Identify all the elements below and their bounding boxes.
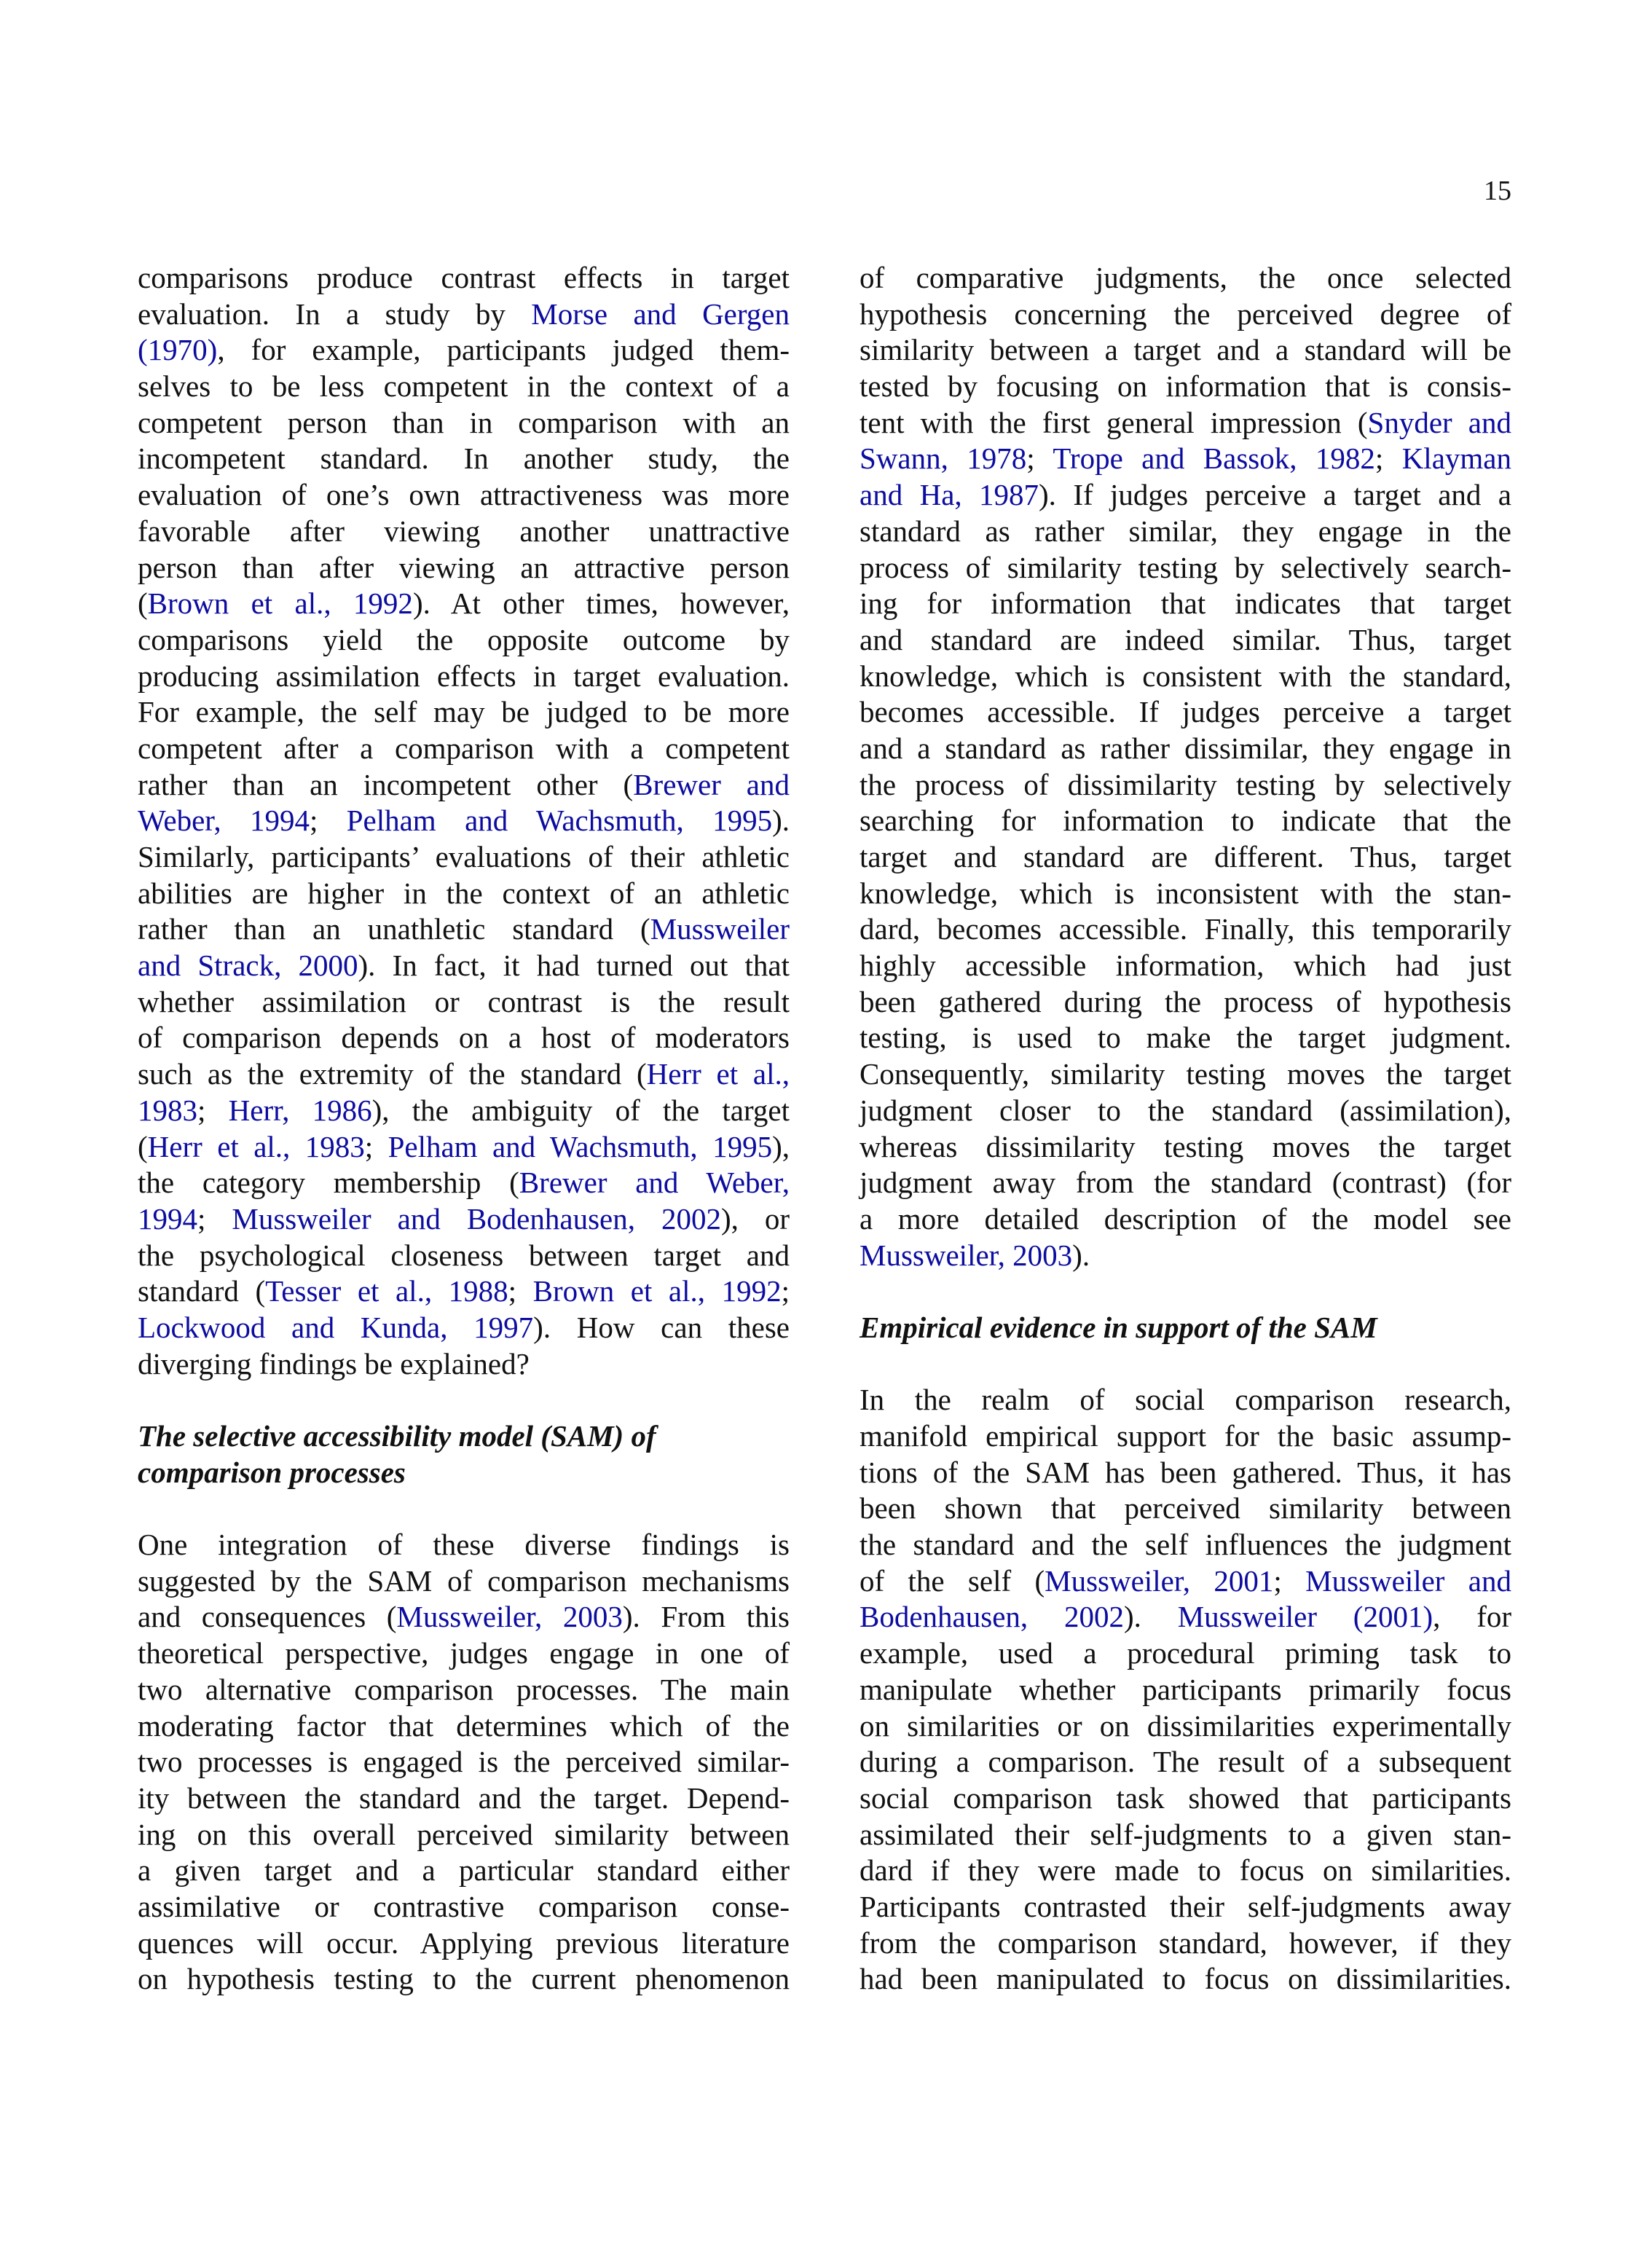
text-span: ; xyxy=(1374,441,1402,476)
text-span: comparisons produce contrast effects in target xyxy=(138,261,790,294)
text-span: ; xyxy=(197,1201,232,1236)
text-span: ( xyxy=(138,586,148,621)
citation-link[interactable]: Bodenhausen, 2002 xyxy=(860,1600,1124,1634)
text-span: and a standard as rather dissimilar, they engage in xyxy=(860,731,1511,765)
text-span: selves to be less competent in the context of a xyxy=(138,369,790,404)
text-span: comparison processes xyxy=(138,1455,406,1489)
text-span: tent with the first general impression ( xyxy=(860,405,1368,439)
text-span: , for xyxy=(1433,1600,1511,1634)
text-line xyxy=(138,514,790,550)
text-line xyxy=(860,550,1511,586)
text-span: standard as rather similar, they engage in the xyxy=(860,514,1511,548)
blank-line xyxy=(138,1491,790,1527)
citation-link[interactable]: 1994 xyxy=(138,1201,197,1236)
text-line xyxy=(860,876,1511,912)
citation-link[interactable]: Herr et al., 1983 xyxy=(147,1129,365,1163)
text-line xyxy=(138,1817,790,1853)
citation-link[interactable]: Brown et al., 1992 xyxy=(532,1274,782,1308)
text-span: ing for information that indicates that target xyxy=(860,586,1511,621)
citation-link[interactable]: Mussweiler, 2003 xyxy=(860,1238,1073,1272)
text-span: similarity between a target and a standard will be xyxy=(860,333,1511,367)
text-span: quences will occur. Applying previous literature xyxy=(138,1925,790,1960)
text-span: a more detailed description of the model see xyxy=(860,1201,1511,1236)
text-span: competent person than in comparison with an xyxy=(138,405,790,439)
right-column xyxy=(860,260,1511,1998)
blank-line xyxy=(138,1382,790,1418)
text-span: ). From this xyxy=(622,1600,790,1634)
text-line xyxy=(860,1635,1511,1672)
text-line xyxy=(860,839,1511,876)
citation-link[interactable]: Klayman xyxy=(1401,441,1511,476)
text-line xyxy=(860,694,1511,731)
text-span: hypothesis concerning the perceived degree of xyxy=(860,297,1511,331)
text-span: person than after viewing an attractive person xyxy=(138,550,790,584)
text-line xyxy=(860,1455,1511,1491)
text-line xyxy=(860,1491,1511,1527)
text-span: ). At other times, however, xyxy=(412,586,790,621)
text-line xyxy=(860,911,1511,948)
citation-link[interactable]: Snyder and xyxy=(1367,405,1511,439)
text-span: searching for information to indicate that the xyxy=(860,804,1511,838)
text-line xyxy=(138,1346,790,1383)
text-span: on hypothesis testing to the current phenomenon xyxy=(138,1962,790,1996)
text-line xyxy=(138,1563,790,1600)
text-span: on similarities or on dissimilarities experimentally xyxy=(860,1708,1511,1743)
text-line xyxy=(138,332,790,369)
text-line xyxy=(860,369,1511,405)
text-line xyxy=(138,1635,790,1672)
text-span: ing on this overall perceived similarity between xyxy=(138,1817,790,1851)
citation-link[interactable]: Mussweiler, 2003 xyxy=(396,1600,623,1634)
citation-link[interactable]: Herr, 1986 xyxy=(228,1093,372,1127)
text-span: of the self ( xyxy=(860,1563,1045,1598)
text-line xyxy=(138,1889,790,1925)
text-line xyxy=(138,731,790,767)
text-span: ; xyxy=(1273,1563,1306,1598)
text-line xyxy=(138,260,790,297)
text-line xyxy=(138,1310,790,1346)
text-span: ). xyxy=(1072,1238,1090,1272)
text-span: whether assimilation or contrast is the result xyxy=(138,984,790,1018)
text-span: theoretical perspective, judges engage in one of xyxy=(138,1636,790,1670)
text-line xyxy=(138,1093,790,1129)
text-span: the psychological closeness between target and xyxy=(138,1238,790,1272)
text-line xyxy=(860,441,1511,477)
citation-link[interactable]: Pelham and Wachsmuth, 1995 xyxy=(346,804,773,838)
text-line xyxy=(860,1853,1511,1889)
text-line xyxy=(138,1672,790,1708)
text-line xyxy=(860,1129,1511,1166)
text-span: favorable after viewing another unattractive xyxy=(138,514,790,548)
text-line xyxy=(138,1853,790,1889)
text-line xyxy=(138,1527,790,1563)
text-span: knowledge, which is consistent with the standard, xyxy=(860,659,1511,693)
text-line xyxy=(860,622,1511,659)
text-span: competent after a comparison with a competent xyxy=(138,731,790,765)
text-span: a given target and a particular standard either xyxy=(138,1853,790,1888)
text-line xyxy=(860,1238,1511,1274)
text-span: of comparison depends on a host of moderators xyxy=(138,1021,790,1055)
text-line xyxy=(138,803,790,839)
text-span: ; xyxy=(508,1274,533,1308)
text-line xyxy=(860,1093,1511,1129)
text-line xyxy=(138,1925,790,1962)
text-span: dard, becomes accessible. Finally, this temporarily xyxy=(860,912,1511,946)
citation-link[interactable]: Mussweiler (2001) xyxy=(1177,1600,1433,1634)
text-span: whereas dissimilarity testing moves the target xyxy=(860,1129,1511,1163)
text-span: Empirical evidence in support of the SAM xyxy=(860,1310,1377,1344)
text-span: judgment closer to the standard (assimilation), xyxy=(860,1093,1511,1127)
text-span: highly accessible information, which had just xyxy=(860,949,1511,983)
text-line xyxy=(138,1129,790,1166)
text-span: the standard and the self influences the judgment xyxy=(860,1528,1511,1562)
text-span: standard ( xyxy=(138,1274,266,1308)
text-span: assimilated their self-judgments to a given stan- xyxy=(860,1817,1511,1851)
blank-line xyxy=(860,1346,1511,1383)
text-line xyxy=(138,369,790,405)
text-span: process of similarity testing by selectively search- xyxy=(860,550,1511,584)
text-span: ; xyxy=(364,1129,388,1163)
citation-link[interactable]: Brewer and Weber, xyxy=(519,1166,790,1200)
citation-link[interactable]: Mussweiler and Bodenhausen, 2002 xyxy=(232,1201,721,1236)
text-span: moderating factor that determines which of the xyxy=(138,1708,790,1743)
paragraph xyxy=(860,260,1511,1273)
citation-link[interactable]: Morse and Gergen xyxy=(531,297,790,331)
text-line xyxy=(138,767,790,804)
text-line xyxy=(860,1708,1511,1745)
text-span: testing, is used to make the target judgment. xyxy=(860,1021,1511,1055)
text-span: ; xyxy=(781,1274,790,1308)
citation-link[interactable]: Mussweiler, 2001 xyxy=(1045,1563,1274,1598)
text-line xyxy=(860,405,1511,441)
text-span: ). In fact, it had turned out that xyxy=(358,949,790,983)
citation-link[interactable]: Pelham and Wachsmuth, 1995 xyxy=(388,1129,773,1163)
text-span: the process of dissimilarity testing by selectively xyxy=(860,767,1511,801)
text-line xyxy=(138,1165,790,1201)
text-span: been shown that perceived similarity between xyxy=(860,1491,1511,1525)
text-line xyxy=(860,1599,1511,1635)
text-line xyxy=(860,1382,1511,1418)
text-span: two alternative comparison processes. The main xyxy=(138,1672,790,1706)
text-span: and consequences ( xyxy=(138,1600,397,1634)
text-line xyxy=(860,1817,1511,1853)
text-span: tions of the SAM has been gathered. Thus, it has xyxy=(860,1455,1511,1489)
text-line xyxy=(860,731,1511,767)
text-line xyxy=(138,1780,790,1817)
page-number: 15 xyxy=(1484,176,1511,206)
text-line xyxy=(860,332,1511,369)
text-line xyxy=(860,1310,1511,1346)
text-line xyxy=(860,1020,1511,1056)
text-span: ; xyxy=(197,1093,229,1127)
text-line xyxy=(860,767,1511,804)
text-span: from the comparison standard, however, if they xyxy=(860,1925,1511,1960)
text-span: of comparative judgments, the once selected xyxy=(860,261,1511,294)
text-span: ; xyxy=(309,804,347,838)
text-span: social comparison task showed that participants xyxy=(860,1780,1511,1815)
text-span: rather than an incompetent other ( xyxy=(138,767,634,801)
text-line xyxy=(138,1273,790,1310)
text-line xyxy=(138,550,790,586)
text-line xyxy=(860,1889,1511,1925)
text-span: ). xyxy=(772,804,790,838)
text-span: tested by focusing on information that is consis- xyxy=(860,369,1511,404)
citation-link[interactable]: Brewer and xyxy=(633,767,790,801)
citation-link[interactable]: Mussweiler xyxy=(650,912,790,946)
text-span: and standard are indeed similar. Thus, target xyxy=(860,622,1511,656)
text-span: judgment away from the standard (contrast) (for xyxy=(860,1166,1511,1200)
text-span: Consequently, similarity testing moves the target xyxy=(860,1057,1511,1091)
text-span: abilities are higher in the context of an athletic xyxy=(138,876,790,910)
text-span: ). If judges perceive a target and a xyxy=(1039,478,1511,512)
text-line xyxy=(860,1780,1511,1817)
text-span: suggested by the SAM of comparison mechanisms xyxy=(138,1563,790,1598)
text-line xyxy=(138,876,790,912)
text-line xyxy=(138,441,790,477)
text-line xyxy=(860,260,1511,297)
text-span: ). How can these xyxy=(533,1310,790,1344)
text-line xyxy=(138,405,790,441)
text-span: ( xyxy=(138,1129,148,1163)
text-line xyxy=(138,622,790,659)
text-line xyxy=(138,586,790,622)
citation-link[interactable]: Swann, 1978 xyxy=(860,441,1027,476)
text-line xyxy=(138,948,790,984)
text-span: evaluation. In a study by xyxy=(138,297,532,331)
citation-link[interactable]: (1970) xyxy=(138,333,218,367)
text-span: rather than an unathletic standard ( xyxy=(138,912,650,946)
text-span: incompetent standard. In another study, the xyxy=(138,441,790,476)
text-span: evaluation of one’s own attractiveness was more xyxy=(138,478,790,512)
text-span: becomes accessible. If judges perceive a target xyxy=(860,695,1511,729)
paragraph xyxy=(138,260,790,1382)
text-span: diverging findings be explained? xyxy=(138,1346,530,1381)
text-span: ; xyxy=(1026,441,1053,476)
text-span: target and standard are different. Thus, target xyxy=(860,840,1511,873)
text-line xyxy=(138,1455,790,1491)
text-line xyxy=(860,297,1511,333)
text-line xyxy=(138,694,790,731)
text-span: dard if they were made to focus on similarities. xyxy=(860,1853,1511,1888)
citation-link[interactable]: Trope and Bassok, 1982 xyxy=(1053,441,1375,476)
text-span: had been manipulated to focus on dissimilarities. xyxy=(860,1962,1511,1996)
citation-link[interactable]: Herr et al., xyxy=(646,1057,790,1091)
text-span: For example, the self may be judged to be more xyxy=(138,695,790,729)
text-line xyxy=(860,1201,1511,1238)
text-line xyxy=(860,477,1511,514)
citation-link[interactable]: and Strack, 2000 xyxy=(138,949,358,983)
text-span: Participants contrasted their self-judgments away xyxy=(860,1889,1511,1923)
text-span: manifold empirical support for the basic assump- xyxy=(860,1419,1511,1453)
text-line xyxy=(860,514,1511,550)
text-line xyxy=(138,1056,790,1093)
text-line xyxy=(860,1165,1511,1201)
text-line xyxy=(138,1201,790,1238)
text-span: , for example, participants judged them- xyxy=(217,333,790,367)
text-line xyxy=(860,1563,1511,1600)
text-line xyxy=(860,659,1511,695)
text-line xyxy=(138,659,790,695)
text-line xyxy=(860,1961,1511,1998)
text-line xyxy=(860,803,1511,839)
text-span: manipulate whether participants primarily focus xyxy=(860,1672,1511,1706)
text-span: example, used a procedural priming task to xyxy=(860,1636,1511,1670)
text-span: knowledge, which is inconsistent with the stan- xyxy=(860,876,1511,910)
text-span: ), or xyxy=(720,1201,790,1236)
section-heading xyxy=(138,1418,790,1491)
text-span: ). xyxy=(1123,1600,1178,1634)
paragraph xyxy=(138,1527,790,1998)
citation-link[interactable]: and Ha, 1987 xyxy=(860,478,1039,512)
text-span: comparisons yield the opposite outcome by xyxy=(138,622,790,656)
text-line xyxy=(138,1708,790,1745)
text-span: ), xyxy=(772,1129,790,1163)
text-span: producing assimilation effects in target evaluation. xyxy=(138,659,790,693)
text-span: One integration of these diverse findings is xyxy=(138,1528,790,1562)
text-line xyxy=(860,1925,1511,1962)
text-line xyxy=(860,1527,1511,1563)
citation-link[interactable]: Mussweiler and xyxy=(1305,1563,1511,1598)
text-line xyxy=(860,948,1511,984)
text-line xyxy=(138,1020,790,1056)
text-span: been gathered during the process of hypothesis xyxy=(860,984,1511,1018)
text-span: the category membership ( xyxy=(138,1166,519,1200)
text-line xyxy=(860,1056,1511,1093)
text-span: such as the extremity of the standard ( xyxy=(138,1057,647,1091)
text-span: ), the ambiguity of the target xyxy=(371,1093,790,1127)
text-line xyxy=(860,984,1511,1021)
text-line xyxy=(860,1672,1511,1708)
text-line xyxy=(860,1744,1511,1780)
citation-link[interactable]: Tesser et al., 1988 xyxy=(265,1274,508,1308)
blank-line xyxy=(860,1273,1511,1310)
text-span: The selective accessibility model (SAM) of xyxy=(138,1419,656,1453)
text-line xyxy=(138,911,790,948)
left-column xyxy=(138,260,790,1998)
citation-link[interactable]: Weber, 1994 xyxy=(138,804,310,838)
text-line xyxy=(138,1744,790,1780)
text-span: In the realm of social comparison research, xyxy=(860,1383,1511,1417)
text-line xyxy=(138,1238,790,1274)
text-span: two processes is engaged is the perceived similar- xyxy=(138,1745,790,1779)
text-line xyxy=(860,1418,1511,1455)
text-line xyxy=(138,1961,790,1998)
section-heading xyxy=(860,1310,1511,1346)
text-span: assimilative or contrastive comparison conse- xyxy=(138,1889,790,1923)
text-span: ity between the standard and the target. Depend- xyxy=(138,1780,790,1815)
citation-link[interactable]: Lockwood and Kunda, 1997 xyxy=(138,1310,534,1344)
citation-link[interactable]: Brown et al., 1992 xyxy=(147,586,413,621)
paragraph xyxy=(860,1382,1511,1998)
citation-link[interactable]: 1983 xyxy=(138,1093,197,1127)
text-span: Similarly, participants’ evaluations of their athletic xyxy=(138,840,790,873)
text-line xyxy=(138,1418,790,1455)
text-line xyxy=(138,297,790,333)
text-line xyxy=(138,477,790,514)
text-line xyxy=(138,839,790,876)
text-line xyxy=(138,1599,790,1635)
text-line xyxy=(138,984,790,1021)
text-span: during a comparison. The result of a subsequent xyxy=(860,1745,1511,1779)
text-line xyxy=(860,586,1511,622)
